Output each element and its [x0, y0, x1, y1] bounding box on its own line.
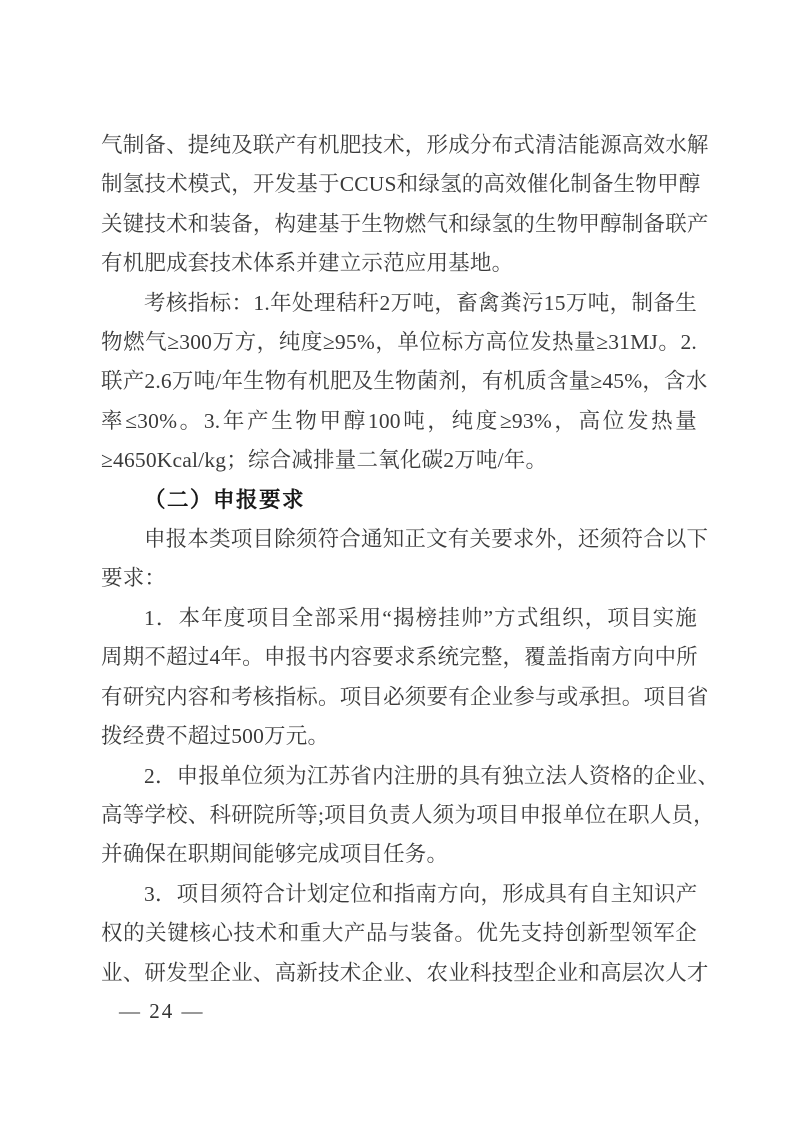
paragraph: [101, 757, 720, 875]
paragraph: [101, 126, 709, 284]
text-line: 考核指标：1.年处理秸秆2万吨，畜禽粪污15万吨，制备生: [144, 290, 697, 315]
text-line: 有研究内容和考核指标。项目必须要有企业参与或承担。项目省: [101, 684, 709, 709]
text-line: 率≤30%。3.年产生物甲醇100吨，纯度≥93%，高位发热量: [101, 408, 697, 433]
text-line: 要求：: [101, 566, 167, 591]
text-line: 联产2.6万吨/年生物有机肥及生物菌剂，有机质含量≥45%，含水: [101, 369, 708, 394]
text-line: 高等学校、科研院所等;项目负责人须为项目申报单位在职人员，: [101, 802, 715, 827]
text-line: 3．项目须符合计划定位和指南方向，形成具有自主知识产: [144, 881, 698, 906]
paragraph: [101, 520, 709, 599]
text-line: 申报本类项目除须符合通知正文有关要求外，还须符合以下: [144, 527, 709, 552]
document-body: [101, 126, 720, 993]
page-number: — 24 —: [119, 999, 205, 1023]
text-line: 拨经费不超过500万元。: [101, 724, 330, 749]
paragraph: [101, 875, 709, 993]
section-heading: （二）申报要求: [144, 487, 306, 512]
text-line: 有机肥成套技术体系并建立示范应用基地。: [101, 251, 514, 276]
text-line: 制氢技术模式，开发基于CCUS和绿氢的高效催化制备生物甲醇: [101, 172, 701, 197]
text-line: 权的关键核心技术和重大产品与装备。优先支持创新型领军企: [101, 921, 697, 946]
text-line: 关键技术和装备，构建基于生物燃气和绿氢的生物甲醇制备联产: [101, 211, 709, 236]
text-line: 1．本年度项目全部采用“揭榜挂帅”方式组织，项目实施: [144, 605, 697, 630]
text-line: 气制备、提纯及联产有机肥技术，形成分布式清洁能源高效水解: [101, 133, 709, 157]
text-line: ≥4650Kcal/kg；综合减排量二氧化碳2万吨/年。: [101, 448, 548, 473]
text-line: 2．申报单位须为江苏省内注册的具有独立法人资格的企业、: [144, 763, 720, 788]
text-line: 物燃气≥300万方，纯度≥95%，单位标方高位发热量≥31MJ。2.: [101, 330, 697, 355]
paragraph: [101, 284, 708, 481]
text-line: 周期不超过4年。申报书内容要求系统完整，覆盖指南方向中所: [101, 645, 698, 670]
text-line: 并确保在职期间能够完成项目任务。: [101, 842, 449, 867]
paragraph: [101, 599, 709, 757]
text-line: 业、研发型企业、高新技术企业、农业科技型企业和高层次人才: [101, 960, 709, 985]
